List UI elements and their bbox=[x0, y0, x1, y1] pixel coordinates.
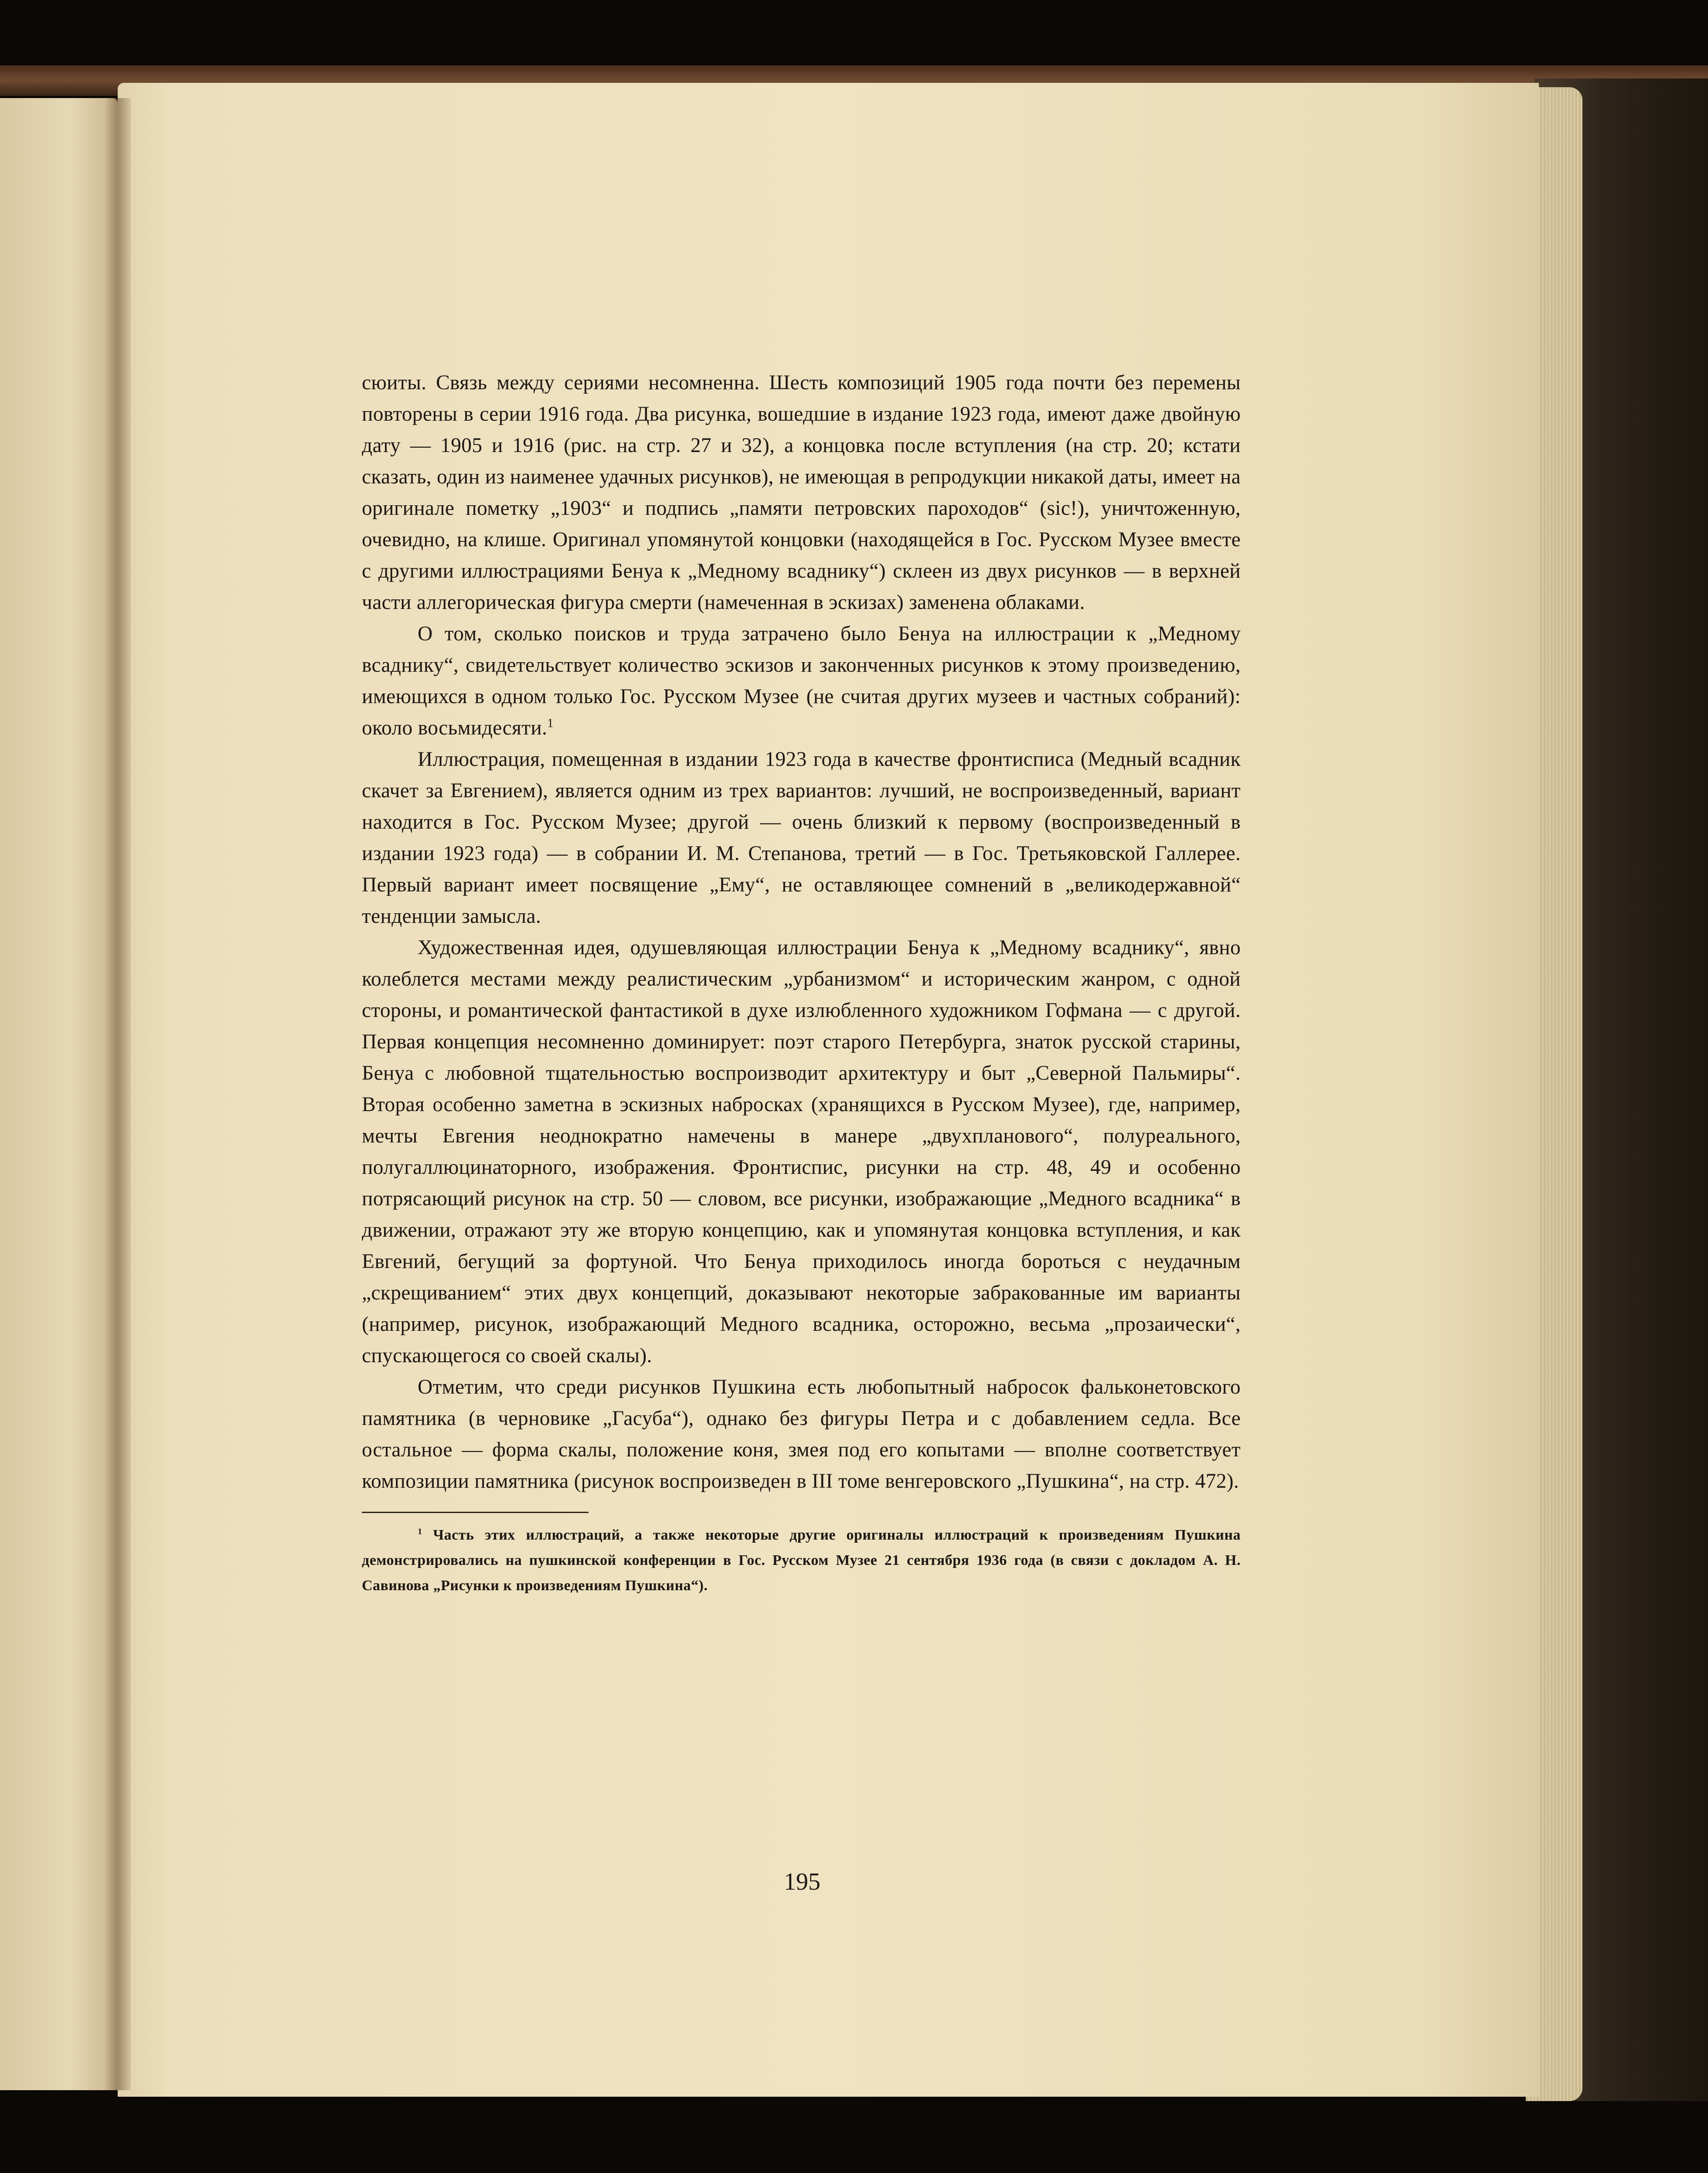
paragraph: Иллюстрация, помещенная в издании 1923 года в качестве фронтисписа (Медный всадник скачет за Евгением), является одним из трех вариантов: лучший, не воспроизведенный, вариант находится в Гос. Русском Музее; другой — очень близкий к первому (воспроизведенный в издании 1923 года) — в собрании И. М. Степанова, третий — в Гос. Третьяковской Галлерее. Первый вариант имеет посвящение „Ему“, не оставляющее сомнений в „великодержавной“ тенденции замысла. bbox=[362, 748, 1241, 928]
page-text bbox=[362, 367, 1241, 1598]
left-page-margin bbox=[0, 98, 118, 2090]
spine-shadow bbox=[105, 98, 131, 2090]
paragraph: сюиты. Связь между сериями несомненна. Шесть композиций 1905 года почти без перемены повторены в серии 1916 года. Два рисунка, вошедшие в издание 1923 года, имеют даже двойную дату — 1905 и 1916 (рис. на стр. 27 и 32), а концовка после вступления (на стр. 20; кстати сказать, один из наименее удачных рисунков), не имеющая в репродукции никакой даты, имеет на оригинале пометку „1903“ и подпись „памяти петровских пароходов“ (sic!), уничтоженную, очевидно, на клише. Оригинал упомянутой концовки (находящейся в Гос. Русском Музее вместе с другими иллюстрациями Бенуа к „Медному всаднику“) склеен из двух рисунков — в верхней части аллегорическая фигура смерти (намеченная в эскизах) заменена облаками. bbox=[362, 371, 1241, 614]
paragraph bbox=[362, 618, 1241, 744]
paragraph-text: О том, сколько поисков и труда затрачено было Бенуа на иллюстрации к „Медному всаднику“, свидетельствует количество эскизов и законченных рисунков к этому произведению, имеющихся в одном только Гос. Русском Музее (не считая других музеев и частных собраний): около восьмидесяти. bbox=[362, 622, 1241, 739]
paragraph: Отметим, что среди рисунков Пушкина есть любопытный набросок фальконетовского памятника (в черновике „Гасуба“), однако без фигуры Петра и с добавлением седла. Все остальное — форма скалы, положение коня, змея под его копытами — вполне соответствует композиции памятника (рисунок воспроизведен в III томе венгеровского „Пушкина“, на стр. 472). bbox=[362, 1376, 1241, 1493]
footnote-text: Часть этих иллюстраций, а также некоторые другие оригиналы иллюстраций к произведениям Пушкина демонстрировались на пушкинской конференции в Гос. Русском Музее 21 сентября 1936 года (в связи с докладом А. Н. Савинова „Рисунки к произведениям Пушкина“). bbox=[362, 1527, 1241, 1594]
footnote-mark: 1 bbox=[418, 1527, 422, 1537]
footnote-reference: 1 bbox=[547, 717, 554, 731]
footnote-separator bbox=[362, 1512, 589, 1513]
paragraph: Художественная идея, одушевляющая иллюстрации Бенуа к „Медному всаднику“, явно колеблется местами между реалистическим „урбанизмом“ и историческим жанром, с одной стороны, и романтической фантастикой в духе излюбленного художником Гофмана — с другой. Первая концепция несомненно доминирует: поэт старого Петербурга, знаток русской старины, Бенуа с любовной тщательностью воспроизводит архитектуру и быт „Северной Пальмиры“. Вторая особенно заметна в эскизных набросках (хранящихся в Русском Музее), где, например, мечты Евгения неоднократно намечены в манере „двухпланового“, полуреального, полугаллюцинаторного, изображения. Фронтиспис, рисунки на стр. 48, 49 и особенно потрясающий рисунок на стр. 50 — словом, все рисунки, изображающие „Медного всадника“ в движении, отражают эту же вторую концепцию, как и упомянутая концовка вступления, и как Евгений, бегущий за фортуной. Что Бенуа приходилось иногда бороться с неудачным „скрещиванием“ этих двух концепций, доказывают некоторые забракованные им варианты (например, рисунок, изображающий Медного всадника, осторожно, весьма „прозаически“, спускающегося со своей скалы). bbox=[362, 936, 1241, 1367]
footnote bbox=[362, 1523, 1241, 1598]
page-number: 195 bbox=[784, 1868, 820, 1895]
